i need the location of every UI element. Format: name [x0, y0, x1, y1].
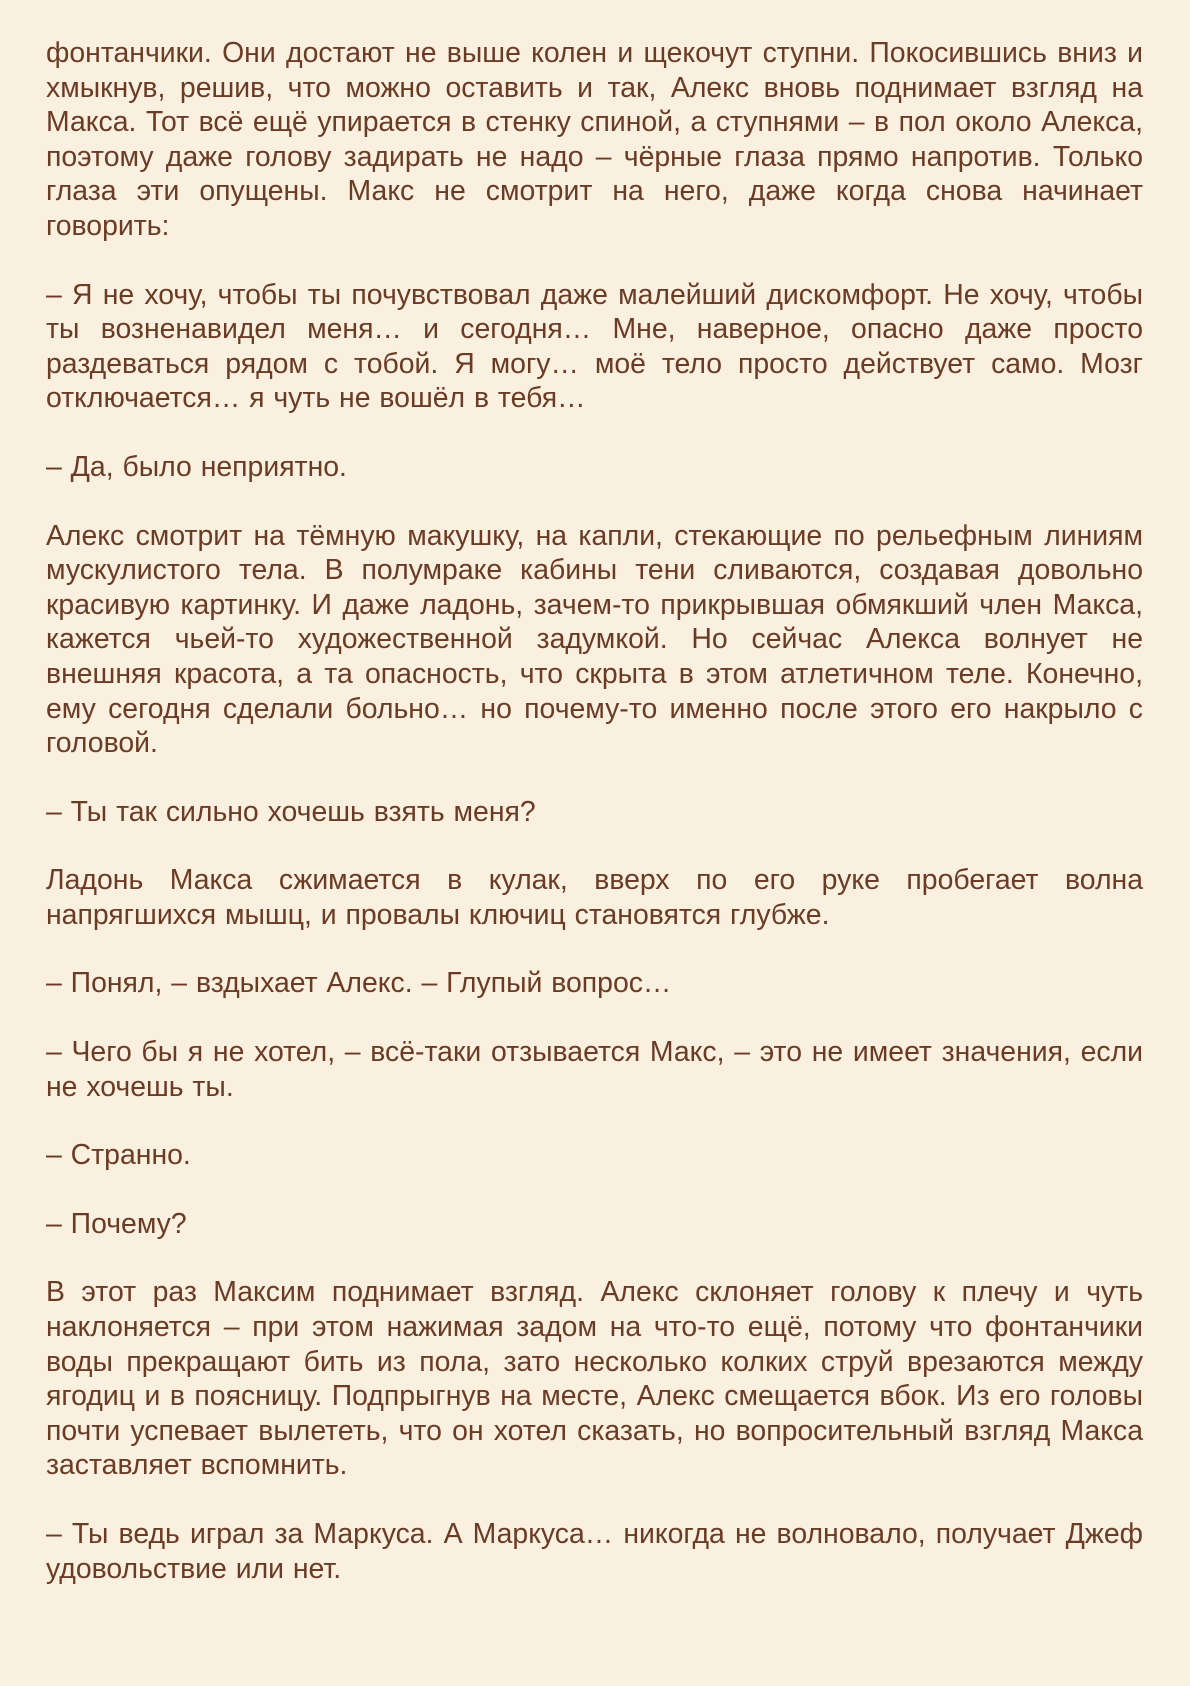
- paragraph-6: Ладонь Макса сжимается в кулак, вверх по его руке пробегает волна напрягшихся мышц, и провалы ключиц становятся глубже.: [46, 864, 1143, 931]
- paragraph-11: В этот раз Максим поднимает взгляд. Алекс склоняет голову к плечу и чуть наклоняется – при этом нажимая задом на что-то ещё, потому что фонтанчики воды прекращают бить из пола, зато несколько колких струй врезаются между ягодиц и в поясницу. Подпрыгнув на месте, Алекс смещается вбок. Из его головы почти успевает вылететь, что он хотел сказать, но вопросительный взгляд Макса заставляет вспомнить.: [46, 1276, 1143, 1482]
- paragraph-2: – Я не хочу, чтобы ты почувствовал даже малейший дискомфорт. Не хочу, чтобы ты возненавидел меня… и сегодня… Мне, наверное, опасно даже просто раздеваться рядом с тобой. Я могу… моё тело просто действует само. Мозг отключается… я чуть не вошёл в тебя…: [46, 278, 1143, 415]
- paragraph-12: – Ты ведь играл за Маркуса. А Маркуса… никогда не волновало, получает Джеф удовольствие или нет.: [46, 1518, 1143, 1585]
- paragraph-9: – Странно.: [46, 1139, 191, 1172]
- paragraph-8: – Чего бы я не хотел, – всё-таки отзывается Макс, – это не имеет значения, если не хочешь ты.: [46, 1036, 1143, 1103]
- paragraph-5: – Ты так сильно хочешь взять меня?: [46, 795, 536, 828]
- paragraph-7: – Понял, – вздыхает Алекс. – Глупый вопрос…: [46, 967, 672, 1000]
- paragraph-3: – Да, было неприятно.: [46, 450, 347, 483]
- paragraph-4: Алекс смотрит на тёмную макушку, на капли, стекающие по рельефным линиям мускулистого тела. В полумраке кабины тени сливаются, создавая довольно красивую картинку. И даже ладонь, зачем-то прикрывшая обмякший член Макса, кажется чьей-то художественной задумкой. Но сейчас Алекса волнует не внешняя красота, а та опасность, что скрыта в этом атлетичном теле. Конечно, ему сегодня сделали больно… но почему-то именно после этого его накрыло с головой.: [46, 519, 1143, 760]
- paragraph-10: – Почему?: [46, 1207, 187, 1240]
- paragraph-1: фонтанчики. Они достают не выше колен и щекочут ступни. Покосившись вниз и хмыкнув, решив, что можно оставить и так, Алекс вновь поднимает взгляд на Макса. Тот всё ещё упирается в стенку спиной, а ступнями – в пол около Алекса, поэтому даже голову задирать не надо – чёрные глаза прямо напротив. Только глаза эти опущены. Макс не смотрит на него, даже когда снова начинает говорить:: [46, 37, 1143, 242]
